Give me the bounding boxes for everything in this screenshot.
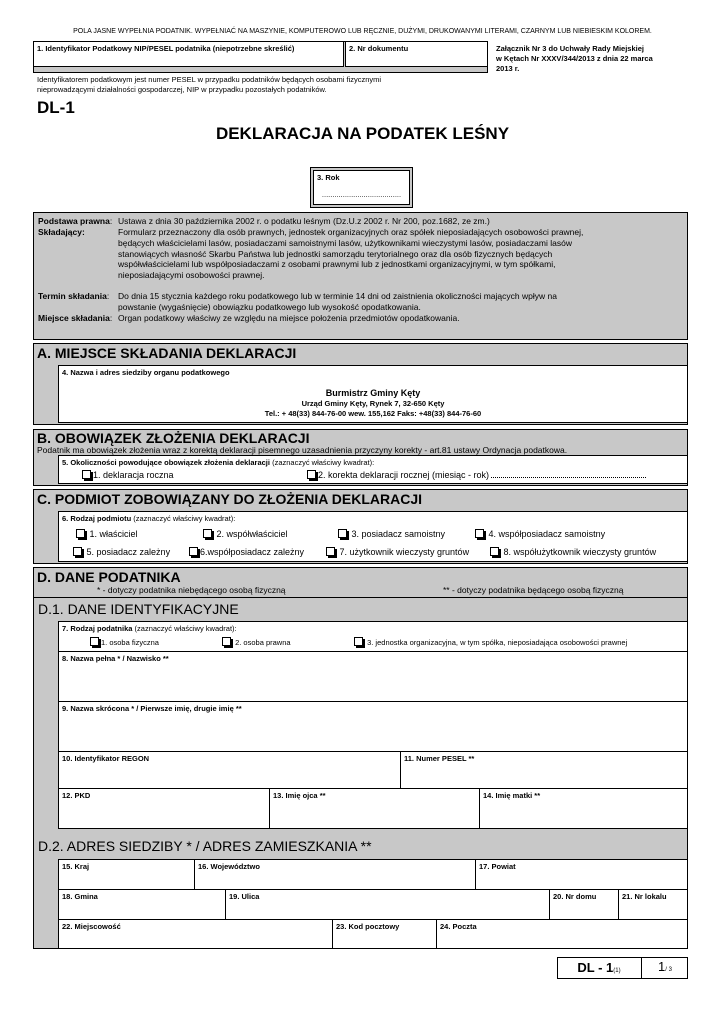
checkbox-icon[interactable] (490, 547, 499, 556)
county-label: 17. Powiat (479, 862, 516, 871)
attachment-line-3: 2013 r. (496, 64, 520, 73)
form-code: DL-1 (37, 98, 75, 117)
place-label: Miejsce składania (38, 313, 110, 323)
document-number-label: 2. Nr dokumentu (349, 44, 409, 53)
year-dots: ...................................... (321, 190, 402, 199)
pkd-label: 12. PKD (62, 791, 91, 800)
street-label: 19. Ulica (229, 892, 260, 901)
option-dependent-co-possessor[interactable]: 6.współposiadacz zależny (189, 547, 304, 557)
taxpayer-id-label: 1. Identyfikator Podatkowy NIP/PESEL podatnika (niepotrzebne skreślić) (37, 44, 295, 53)
postal-code-field[interactable] (332, 919, 437, 949)
tax-office-field (58, 365, 688, 423)
checkbox-icon[interactable] (189, 547, 198, 556)
father-name-field[interactable] (269, 788, 480, 829)
legal-text: Podstawa prawna: Ustawa z dnia 30 października 2002 r. o podatku leśnym (Dz.U.z 2002 r. Nr 200, poz.1682, ze zm.) Składający: Formularz przeznaczony dla osób prawnych, jednostek organizacyjnych oraz spółek nieposiadających osobowości prawnej, będących właścicielami lasów, posiadaczami samoistnymi lasów, użytkownikami wieczystymi lasów, posiadaczami lasów stanowiących własność Skarbu Państwa lub jednostki samorządu terytorialnego oraz dla osób fizycznych będących współwłaścicielami lub współposiadaczami z osobami prawnymi lub z jednostkami organizacyjnymi, w tym spółkami, nieposiadającymi osobowości prawnej. Termin składania: Do dnia 15 stycznia każdego roku podatkowego lub w terminie 14 dni od zaistnienia okoliczności mających wpływ na powstanie (wygaśnięcie) obowiązku podatkowego lub wysokość opodatkowania. Miejsce składania: Organ podatkowy właściwy ze względu na miejsce położenia przedmiotów opodatkowania. (38, 216, 683, 324)
option-annual-declaration[interactable]: 1. deklaracja roczna (82, 470, 174, 480)
page-title: DEKLARACJA NA PODATEK LEŚNY (215, 124, 510, 143)
post-office-label: 24. Poczta (440, 922, 477, 931)
circumstance-label: 5. Okoliczności powodujące obowiązek złożenia deklaracji (62, 458, 270, 467)
city-label: 22. Miejscowość (62, 922, 121, 931)
apartment-number-field[interactable] (618, 889, 688, 920)
checkbox-icon[interactable] (203, 529, 212, 538)
apartment-number-label: 21. Nr lokalu (622, 892, 667, 901)
mother-name-field[interactable] (479, 788, 688, 829)
footer-code-sub: (1) (613, 968, 621, 974)
checkbox-icon[interactable] (338, 529, 347, 538)
section-d1-title: D.1. DANE IDENTYFIKACYJNE (38, 601, 239, 617)
pkd-field[interactable] (58, 788, 270, 829)
street-field[interactable] (225, 889, 550, 920)
attachment-line-2: w Kętach Nr XXXV/344/2013 z dnia 22 marca (496, 54, 653, 63)
postal-code-label: 23. Kod pocztowy (336, 922, 400, 931)
father-name-label: 13. Imię ojca ** (273, 791, 326, 800)
section-b-title: B. OBOWIĄZEK ZŁOŻENIA DEKLARACJI (37, 430, 310, 446)
checkbox-icon[interactable] (307, 470, 316, 479)
option-natural-person[interactable]: 1. osoba fizyczna (90, 637, 159, 647)
circumstance-hint: (zaznaczyć właściwy kwadrat): (272, 458, 375, 467)
voivodeship-field[interactable] (194, 859, 476, 890)
house-number-label: 20. Nr domu (553, 892, 597, 901)
regon-label: 10. Identyfikator REGON (62, 754, 150, 763)
pesel-label: 11. Numer PESEL ** (404, 754, 475, 763)
year-field[interactable] (313, 170, 410, 205)
full-name-field[interactable] (58, 651, 688, 702)
divider (33, 597, 688, 598)
section-a-title: A. MIEJSCE SKŁADANIA DEKLARACJI (37, 345, 297, 361)
country-label: 15. Kraj (62, 862, 90, 871)
municipality-label: 18. Gmina (62, 892, 98, 901)
mother-name-label: 14. Imię matki ** (483, 791, 541, 800)
option-perpetual-user[interactable]: 7. użytkownik wieczysty gruntów (326, 547, 469, 557)
checkbox-icon[interactable] (354, 637, 363, 646)
option-owner[interactable]: 1. właściciel (76, 529, 138, 539)
post-office-field[interactable] (436, 919, 688, 949)
checkbox-icon[interactable] (90, 637, 99, 646)
section-d-note-1: * - dotyczy podatnika niebędącego osobą fizyczną (97, 585, 286, 595)
page-total: / 3 (665, 967, 672, 973)
checkbox-icon[interactable] (475, 529, 484, 538)
checkbox-icon[interactable] (73, 547, 82, 556)
checkbox-icon[interactable] (222, 637, 231, 646)
id-note-line-1: Identyfikatorem podatkowym jest numer PESEL w przypadku podatników będących osobami fizycznymi (37, 75, 382, 84)
section-d2-title: D.2. ADRES SIEDZIBY * / ADRES ZAMIESZKANIA ** (38, 838, 372, 854)
taxpayer-type-label: 7. Rodzaj podatnika (62, 624, 133, 633)
option-organizational-unit[interactable]: 3. jednostka organizacyjna, w tym spółka, nieposiadająca osobowości prawnej (354, 637, 627, 647)
footer-code-text: DL - 1 (577, 960, 614, 975)
top-note: POLA JASNE WYPEŁNIA PODATNIK. WYPEŁNIAĆ NA MASZYNIE, KOMPUTEROWO LUB RĘCZNIE, DUŻYMI, DRUKOWANYMI LITERAMI, CZARNYM LUB NIEBIESKIM KOLOREM. (73, 28, 652, 35)
option-dependent-possessor[interactable]: 5. posiadacz zależny (73, 547, 170, 557)
voivodeship-label: 16. Województwo (198, 862, 260, 871)
entity-type-label: 6. Rodzaj podmiotu (62, 514, 132, 523)
footer-code (557, 957, 642, 979)
deadline-text: Do dnia 15 stycznia każdego roku podatkowego lub w terminie 14 dni od zaistnienia okoliczności mających wpływ na powstanie (wygaśnięcie) obowiązku podatkowego lub wysokość opodatkowania. (118, 291, 557, 312)
section-d-note-2: ** - dotyczy podatnika będącego osobą fizyczną (443, 585, 624, 595)
option-possessor[interactable]: 3. posiadacz samoistny (338, 529, 445, 539)
filer-text: Formularz przeznaczony dla osób prawnych, jednostek organizacyjnych oraz spółek nieposiadających osobowości prawnej, będących właścicielami lasów, posiadaczami samoistnymi lasów, użytkownikami wieczystymi lasów, posiadaczami lasów stanowiących własność Skarbu Państwa lub jednostki samorządu terytorialnego oraz dla osób fizycznych będących współwłaścicielami lub współposiadaczami z osobami prawnymi lub z jednostkami organizacyjnymi, w tym spółkami, nieposiadającymi osobowości prawnej. (118, 227, 584, 281)
tax-office-address: Urząd Gminy Kęty, Rynek 7, 32-650 Kęty (301, 399, 445, 408)
regon-field[interactable] (58, 751, 401, 789)
pesel-field[interactable] (400, 751, 688, 789)
page-current: 1 (658, 959, 666, 974)
basis-text: Ustawa z dnia 30 października 2002 r. o podatku leśnym (Dz.U.z 2002 r. Nr 200, poz.1682, ze zm.) (118, 216, 490, 226)
option-perpetual-co-user[interactable]: 8. współużytkownik wieczysty gruntów (490, 547, 656, 557)
house-number-field[interactable] (549, 889, 619, 920)
section-c-title: C. PODMIOT ZOBOWIĄZANY DO ZŁOŻENIA DEKLARACJI (37, 491, 422, 507)
year-label: 3. Rok (317, 173, 340, 182)
short-name-field[interactable] (58, 701, 688, 752)
page-number (642, 957, 688, 979)
basis-label: Podstawa prawna (38, 216, 110, 226)
filer-label: Składający: (38, 227, 85, 237)
tax-office-name: Burmistrz Gminy Kęty (325, 388, 421, 398)
county-field[interactable] (475, 859, 688, 890)
option-correction[interactable]: 2. korekta deklaracji rocznej (miesiąc - rok) (307, 470, 646, 480)
entity-type-hint: (zaznaczyć właściwy kwadrat): (133, 514, 236, 523)
option-co-possessor[interactable]: 4. współposiadacz samoistny (475, 529, 605, 539)
option-co-owner[interactable]: 2. współwłaściciel (203, 529, 288, 539)
tax-office-label: 4. Nazwa i adres siedziby organu podatkowego (62, 368, 230, 377)
attachment-line-1: Załącznik Nr 3 do Uchwały Rady Miejskiej (496, 44, 644, 53)
municipality-field[interactable] (58, 889, 226, 920)
section-d-title: D. DANE PODATNIKA (37, 569, 181, 585)
tax-office-phone: Tel.: + 48(33) 844-76-00 wew. 155,162 Faks: +48(33) 844-76-60 (264, 409, 482, 418)
id-note (37, 75, 381, 95)
option-legal-person[interactable]: 2. osoba prawna (222, 637, 291, 647)
checkbox-icon[interactable] (76, 529, 85, 538)
id-note-line-2: nieprowadzącymi działalności gospodarczej, NIP w przypadku pozostałych podatników. (37, 85, 327, 94)
taxpayer-type-hint: (zaznaczyć właściwy kwadrat): (134, 624, 237, 633)
attachment-note (496, 44, 653, 74)
city-field[interactable] (58, 919, 333, 949)
country-field[interactable] (58, 859, 195, 890)
deadline-label: Termin składania (38, 291, 107, 301)
section-b-note: Podatnik ma obowiązek złożenia wraz z korektą deklaracji pisemnego uzasadnienia przyczyny korekty - art.81 ustawy Ordynacja podatkowa. (37, 445, 568, 455)
checkbox-icon[interactable] (326, 547, 335, 556)
taxpayer-id-field[interactable] (33, 41, 344, 67)
full-name-label: 8. Nazwa pełna * / Nazwisko ** (62, 654, 169, 663)
document-number-field[interactable] (345, 41, 488, 67)
short-name-label: 9. Nazwa skrócona * / Pierwsze imię, drugie imię ** (62, 704, 242, 713)
checkbox-icon[interactable] (82, 470, 91, 479)
place-text: Organ podatkowy właściwy ze względu na miejsce położenia przedmiotów opodatkowania. (118, 313, 460, 323)
